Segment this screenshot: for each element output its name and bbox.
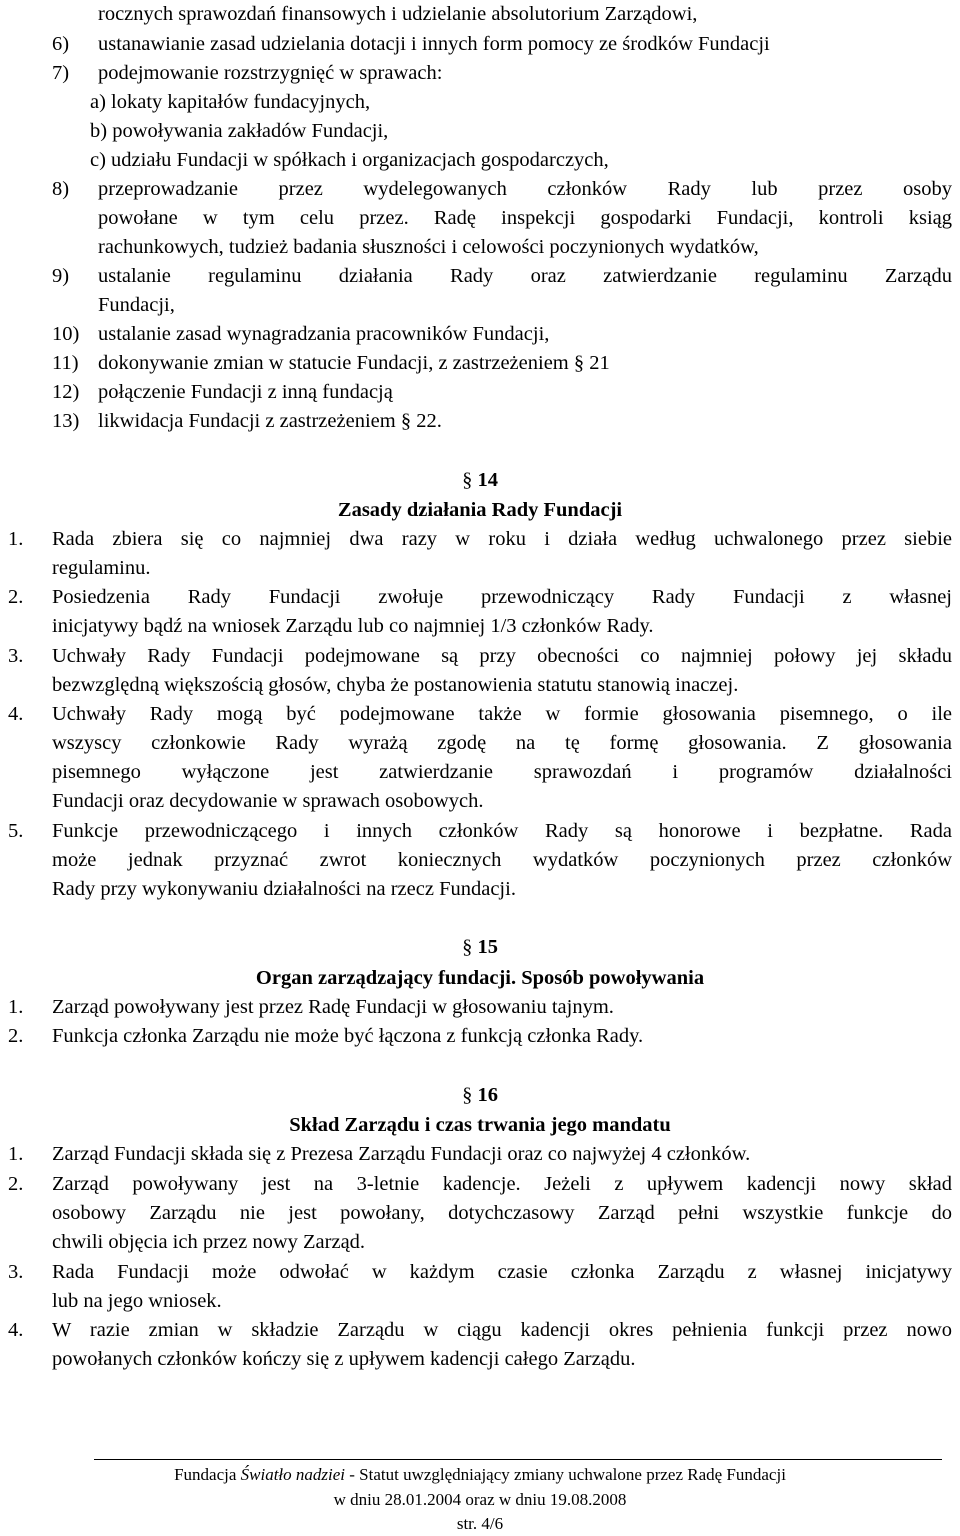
list-continuation: rocznych sprawozdań finansowych i udzielanie absolutorium Zarządowi, <box>98 3 698 25</box>
section-number: 15 <box>477 936 498 958</box>
section-number: 14 <box>477 469 498 491</box>
page-number: str. 4/6 <box>456 1514 504 1533</box>
list-number: 9) <box>52 265 70 287</box>
list-number: 10) <box>52 323 80 345</box>
list-item: ustalanie regulaminu działania Rady oraz zatwierdzanie regulaminu Zarządu <box>98 265 952 287</box>
paragraph-number: 1. <box>8 996 24 1018</box>
section-heading <box>0 1085 960 1106</box>
list-number: 13) <box>52 410 80 432</box>
list-item: połączenie Fundacji z inną fundacją <box>98 381 393 403</box>
paragraph-number: 4. <box>8 1319 24 1341</box>
section-heading <box>0 470 960 491</box>
sub-list-item: c) udziału Fundacji w spółkach i organizacjach gospodarczych, <box>90 149 609 171</box>
sub-list-item: b) powoływania zakładów Fundacji, <box>90 120 389 142</box>
paragraph: Posiedzenia Rady Fundacji zwołuje przewodniczący Rady Fundacji z własnej <box>52 586 952 608</box>
paragraph-line: lub na jego wniosek. <box>52 1290 222 1312</box>
paragraph-line: bezwzględną większością głosów, chyba że postanowienia statutu stanowią inaczej. <box>52 674 739 696</box>
paragraph: Rada zbiera się co najmniej dwa razy w roku i działa według uchwalonego przez siebie <box>52 528 952 550</box>
paragraph-number: 4. <box>8 703 24 725</box>
paragraph-line: chwili objęcia ich przez nowy Zarząd. <box>52 1231 366 1253</box>
paragraph: Uchwały Rady Fundacji podejmowane są przy obecności co najmniej połowy jej składu <box>52 645 952 667</box>
footer-suffix: - Statut uwzględniający zmiany uchwalone przez Radę Fundacji <box>349 1465 786 1484</box>
list-number: 11) <box>52 352 79 374</box>
paragraph-number: 3. <box>8 645 24 667</box>
paragraph-number: 2. <box>8 586 24 608</box>
list-item-text: likwidacja Fundacji z zastrzeżeniem <box>98 410 396 432</box>
section-title: Skład Zarządu i czas trwania jego mandatu <box>289 1114 671 1136</box>
list-item: ustalanie zasad wynagradzania pracowników Fundacji, <box>98 323 550 345</box>
list-number: 7) <box>52 62 70 84</box>
section-title: Zasady działania Rady Fundacji <box>337 499 623 521</box>
paragraph: Rada Fundacji może odwołać w każdym czasie członka Zarządu z własnej inicjatywy <box>52 1261 952 1283</box>
list-item: przeprowadzanie przez wydelegowanych członków Rady lub przez osoby <box>98 178 952 200</box>
paragraph-number: 3. <box>8 1261 24 1283</box>
section-symbol: § <box>573 352 585 374</box>
paragraph-number: 2. <box>8 1173 24 1195</box>
section-symbol: § <box>462 469 473 491</box>
section-heading <box>0 937 960 958</box>
list-item <box>98 353 610 374</box>
foundation-name: Światło nadziei <box>240 1465 346 1484</box>
list-number: 6) <box>52 33 70 55</box>
paragraph: Zarząd Fundacji składa się z Prezesa Zarządu Fundacji oraz co najwyżej 4 członków. <box>52 1143 751 1165</box>
paragraph: Zarząd powoływany jest na 3-letnie kadencje. Jeżeli z upływem kadencji nowy skład <box>52 1173 952 1195</box>
section-reference: 22. <box>416 410 442 432</box>
paragraph-line: pisemnego wyłączone jest zatwierdzanie sprawozdań i programów działalności <box>52 761 952 783</box>
paragraph: Zarząd powoływany jest przez Radę Fundacji w głosowaniu tajnym. <box>52 996 614 1018</box>
paragraph: Funkcja członka Zarządu nie może być łączona z funkcją członka Rady. <box>52 1025 644 1047</box>
list-item: ustanawianie zasad udzielania dotacji i innych form pomocy ze środków Fundacji <box>98 33 770 55</box>
paragraph: W razie zmian w składzie Zarządu w ciągu kadencji okres pełnienia funkcji przez nowo <box>52 1319 952 1341</box>
section-reference: 21 <box>589 352 610 374</box>
paragraph-line: powołanych członków kończy się z upływem kadencji całego Zarządu. <box>52 1348 636 1370</box>
list-item-text: dokonywanie zmian w statucie Fundacji, z zastrzeżeniem <box>98 352 569 374</box>
paragraph-number: 1. <box>8 1143 24 1165</box>
list-number: 8) <box>52 178 70 200</box>
paragraph: Uchwały Rady mogą być podejmowane także w formie głosowania pisemnego, o ile <box>52 703 952 725</box>
footer-dates: w dniu 28.01.2004 oraz w dniu 19.08.2008 <box>333 1490 627 1509</box>
section-symbol: § <box>462 1084 473 1106</box>
list-number: 12) <box>52 381 80 403</box>
paragraph-line: wszyscy członkowie Rady wyrażą zgodę na tę formę głosowania. Z głosowania <box>52 732 952 754</box>
paragraph-line: inicjatywy bądź na wniosek Zarządu lub co najmniej 1/3 członków Rady. <box>52 615 654 637</box>
paragraph-number: 2. <box>8 1025 24 1047</box>
section-title: Organ zarządzający fundacji. Sposób powoływania <box>255 967 705 989</box>
paragraph-line: osobowy Zarządu nie jest powołany, dotychczasowy Zarząd pełni wszystkie funkcje do <box>52 1202 952 1224</box>
footer-divider <box>94 1459 942 1460</box>
paragraph: Funkcje przewodniczącego i innych członków Rady są honorowe i bezpłatne. Rada <box>52 820 952 842</box>
sub-list-item: a) lokaty kapitałów fundacyjnych, <box>90 91 371 113</box>
paragraph-line: może jednak przyznać zwrot koniecznych wydatków poczynionych przez członków <box>52 849 952 871</box>
list-item-line: Fundacji, <box>98 294 175 316</box>
paragraph-number: 1. <box>8 528 24 550</box>
paragraph-number: 5. <box>8 820 24 842</box>
section-number: 16 <box>477 1084 498 1106</box>
footer-prefix: Fundacja <box>174 1465 237 1484</box>
section-symbol: § <box>462 936 473 958</box>
list-item-line: powołane w tym celu przez. Radę inspekcji gospodarki Fundacji, kontroli ksiąg <box>98 207 952 229</box>
paragraph-line: Rady przy wykonywaniu działalności na rzecz Fundacji. <box>52 878 516 900</box>
paragraph-line: Fundacji oraz decydowanie w sprawach osobowych. <box>52 790 484 812</box>
list-item: podejmowanie rozstrzygnięć w sprawach: <box>98 62 443 84</box>
paragraph-line: regulaminu. <box>52 557 151 579</box>
footer-title <box>0 1466 960 1483</box>
list-item <box>98 411 442 432</box>
section-symbol: § <box>400 410 412 432</box>
list-item-line: rachunkowych, tudzież badania słuszności i celowości poczynionych wydatków, <box>98 236 759 258</box>
